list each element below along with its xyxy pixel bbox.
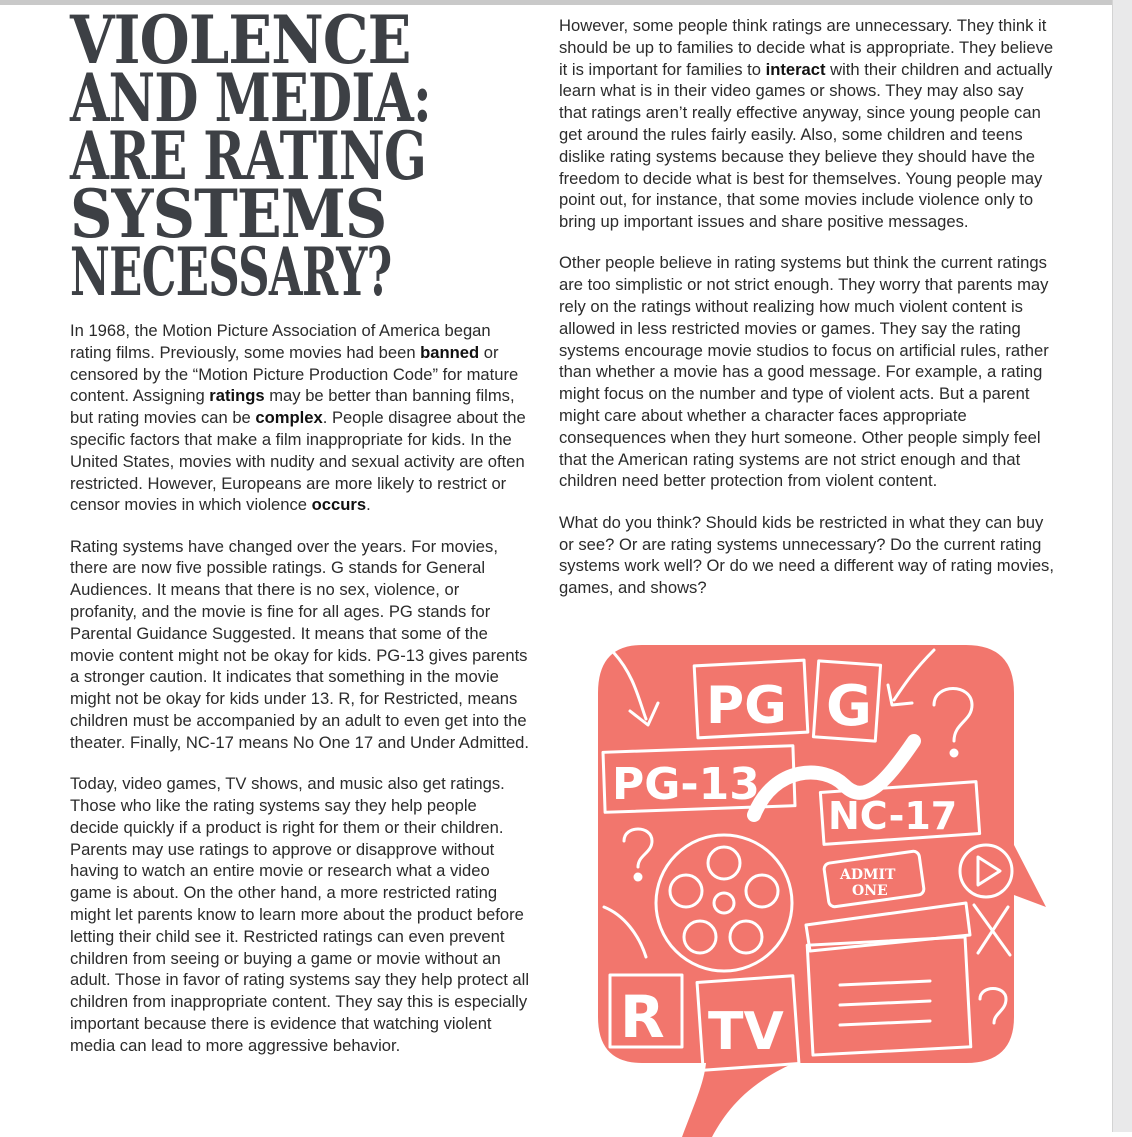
title-line: SYSTEMS xyxy=(70,175,387,253)
ratings-illustration xyxy=(594,645,1054,1137)
right-column xyxy=(559,15,1054,618)
pg-label: PG xyxy=(706,676,787,736)
paragraph-supporters: Today, video games, TV shows, and music also get ratings. Those who like the rating systems say they help people decide quickly if a product is right for them or their children. Parents may use ratings to approve or disapprove without having to watch an entire movie or research what a video game is about. On the other hand, a more restricted rating might let parents know to learn more about the product before letting their child see it. Restricted ratings can even prevent children from seeing or buying a game or movie without an adult. Those in favor of rating systems say they help protect all children from inappropriate content. They say this is especially important because there is evidence that watching violent media can lead to more aggressive behavior. xyxy=(70,774,530,1055)
paragraph-history: In 1968, the Motion Picture Association of America began rating films. Previously, some movies had been banned or censored by the “Motion Picture Production Code” for mature content. Assigning ratings may be better than banning films, but rating movies can be complex. People disagree about the specific factors that make a film inappropriate for kids. In the United States, movies with nudity and sexual activity are often restricted. However, Europeans are more likely to restrict or censor movies in which violence occurs. xyxy=(70,321,526,515)
vocab-interact: interact xyxy=(765,59,826,79)
title-line: ARE RATING xyxy=(70,117,427,195)
article-title xyxy=(70,1,530,311)
title-line: NECESSARY? xyxy=(70,233,392,311)
vocab-complex: complex xyxy=(255,408,323,428)
vocab-occurs: occurs xyxy=(311,495,367,515)
vocab-ratings: ratings xyxy=(209,386,265,406)
paragraph-opponents: However, some people think ratings are unnecessary. They think it should be up to families to decide what is appropriate. They believe it is important for families to interact with their children and actually learn what is in their video games or shows. They may also say that ratings aren’t really effective anyway, since young people can get around the rules fairly easily. Also, some children and teens dislike rating systems because they believe they should have the freedom to decide what is best for themselves. Young people may point out, for instance, that some movies include violence only to bring up important issues and share positive messages. xyxy=(559,16,1054,232)
nc17-label: NC-17 xyxy=(828,794,958,838)
ticket-label-bottom: ONE xyxy=(852,883,888,899)
title-line: VIOLENCE xyxy=(70,1,411,79)
r-label: R xyxy=(620,983,665,1051)
title-line: AND MEDIA: xyxy=(70,59,431,137)
speech-bubble xyxy=(598,645,1046,1137)
paragraph-questions: What do you think? Should kids be restricted in what they can buy or see? Or are rating systems unnecessary? Do the current rating systems work well? Or do we need a different way of rating movies, games, and shows? xyxy=(559,512,1054,598)
tv-label: TV xyxy=(708,1002,784,1062)
paragraph-rating-types: Rating systems have changed over the years. For movies, there are now five possible ratings. G stands for General Audiences. It means that there is no sex, violence, or profanity, and the movie is fine for all ages. PG stands for Parental Guidance Suggested. It means that some of the movie content might not be okay for kids. PG-13 gives parents a stronger caution. It indicates that something in the movie might not be okay for kids under 13. R, for Restricted, means children must be accompanied by an adult to even get into the theater. Finally, NC-17 means No One 17 and Under Admitted. xyxy=(70,536,530,752)
viewer-scroll-gutter xyxy=(1112,0,1132,1132)
left-column xyxy=(70,320,530,1076)
vocab-banned: banned xyxy=(420,342,480,362)
paragraph-critics: Other people believe in rating systems but think the current ratings are too simplistic or not strict enough. They worry that parents may rely on the ratings without realizing how much violent content is allowed in less restricted movies or games. They say the rating systems encourage movie studios to focus on artificial rules, rather than whether a movie has a good message. For example, a rating might focus on the number and type of violent acts. But a parent might care about whether a character faces appropriate consequences when they hurt someone. Other people simply feel that the American rating systems are not strict enough and that children need better protection from violent content. xyxy=(559,253,1049,491)
ticket-label-top: ADMIT xyxy=(840,867,896,883)
pg13-label: PG-13 xyxy=(612,759,760,810)
g-label: G xyxy=(826,674,872,739)
